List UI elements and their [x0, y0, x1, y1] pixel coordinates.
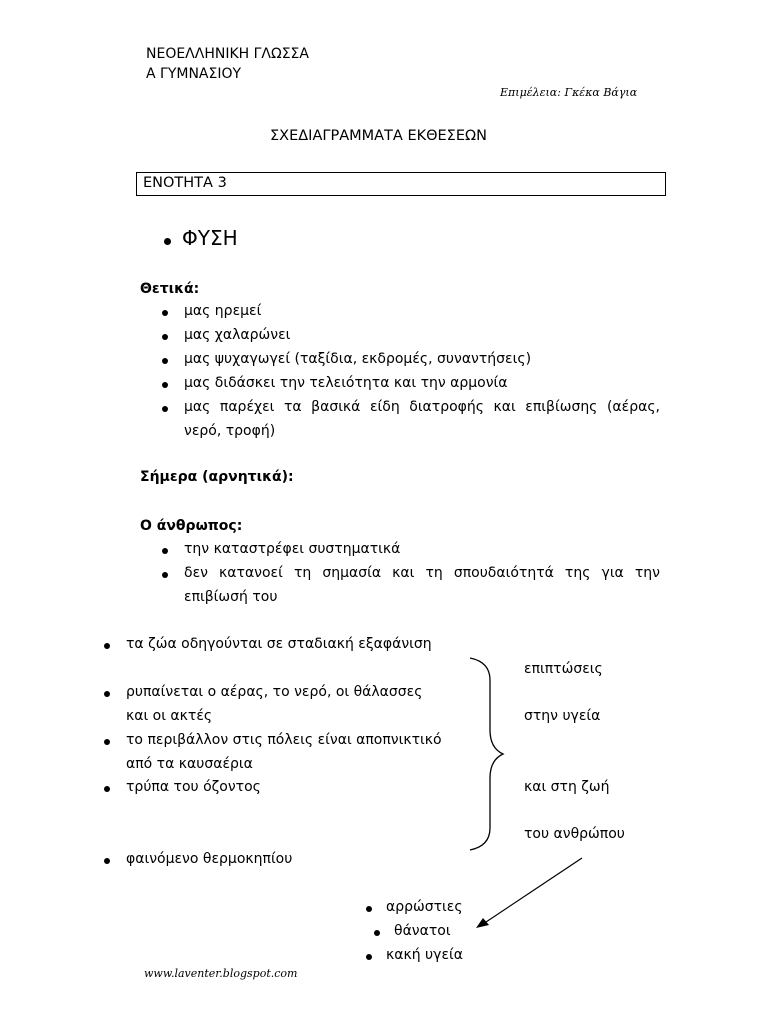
consequence-item-continued: από τα καυσαέρια: [126, 756, 253, 772]
positives-heading: Θετικά:: [140, 281, 200, 297]
human-item: την καταστρέφει συστηματικά: [184, 541, 401, 557]
header-editor: Επιμέλεια: Γκέκα Βάγια: [500, 86, 638, 99]
consequence-item: το περιβάλλον στις πόλεις είναι αποπνικτικό: [126, 732, 442, 748]
effect-text: επιπτώσεις: [524, 661, 603, 677]
consequence-item: φαινόμενο θερμοκηπίου: [126, 851, 293, 867]
consequence-item-continued: και οι ακτές: [126, 708, 213, 724]
effect-text: και στη ζωή: [524, 779, 610, 795]
human-item: δεν κατανοεί τη σημασία και τη σπουδαιότητά της για την: [184, 565, 660, 581]
bullet-icon: [366, 906, 372, 912]
bullet-icon: [366, 954, 372, 960]
result-item: θάνατοι: [394, 923, 451, 939]
positive-item-continued: νερό, τροφή): [184, 423, 276, 439]
footer-url: www.laventer.blogspot.com: [144, 967, 298, 980]
consequence-item: τα ζώα οδηγούνται σε σταδιακή εξαφάνιση: [126, 636, 432, 652]
arrow-head-icon: [476, 918, 489, 928]
consequence-item: ρυπαίνεται ο αέρας, το νερό, οι θάλασσες: [126, 684, 423, 700]
arrow-line: [480, 858, 582, 926]
today-heading: Σήμερα (αρνητικά):: [140, 469, 294, 485]
positive-item: μας παρέχει τα βασικά είδη διατροφής και επιβίωσης (αέρας,: [184, 399, 660, 415]
positive-item: μας χαλαρώνει: [184, 327, 291, 343]
bullet-icon: [374, 930, 380, 936]
page-title: ΣΧΕΔΙΑΓΡΑΜΜΑΤΑ ΕΚΘΕΣΕΩΝ: [270, 128, 487, 144]
effect-text: στην υγεία: [524, 708, 601, 724]
result-item: αρρώστιες: [386, 899, 463, 915]
topic-heading: ΦΥΣΗ: [182, 226, 238, 250]
header-class: Α ΓΥΜΝΑΣΙΟΥ: [146, 66, 242, 82]
right-brace-icon: [470, 658, 503, 850]
unit-label: ΕΝΟΤΗΤΑ 3: [143, 175, 227, 191]
human-heading: Ο άνθρωπος:: [140, 518, 243, 534]
consequence-item: τρύπα του όζοντος: [126, 779, 261, 795]
header-subject: ΝΕΟΕΛΛΗΝΙΚΗ ΓΛΩΣΣΑ: [146, 46, 309, 62]
human-item-continued: επιβίωσή του: [184, 589, 278, 605]
result-item: κακή υγεία: [386, 947, 463, 963]
positive-item: μας ψυχαγωγεί (ταξίδια, εκδρομές, συναντήσεις): [184, 351, 532, 367]
positive-item: μας ηρεμεί: [184, 303, 262, 319]
positive-item: μας διδάσκει την τελειότητα και την αρμονία: [184, 375, 508, 391]
effect-text: του ανθρώπου: [524, 826, 625, 842]
